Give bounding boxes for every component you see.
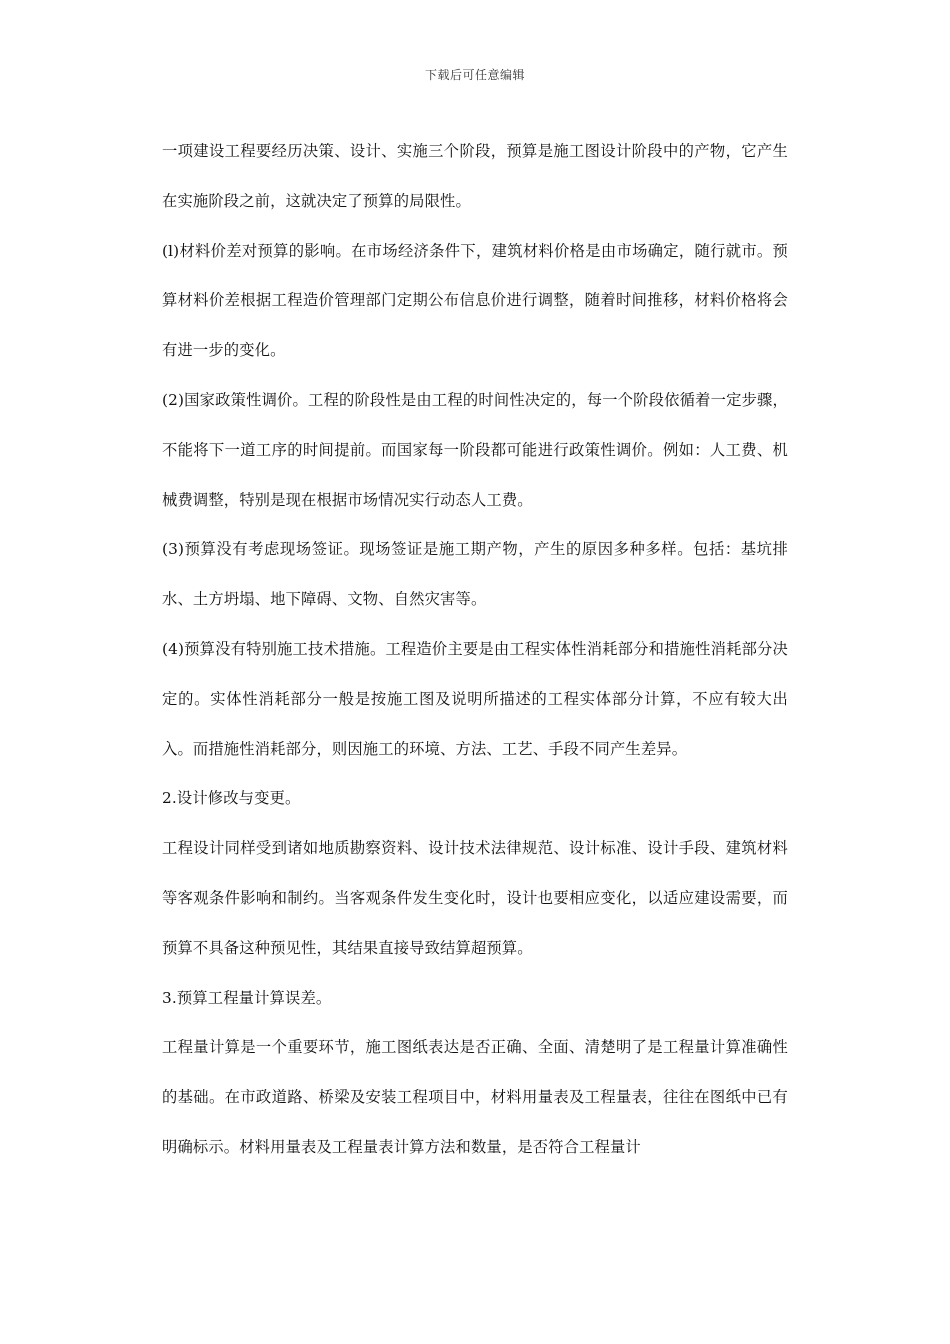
paragraph-material-price: (l)材料价差对预算的影响。在市场经济条件下，建筑材料价格是由市场确定，随行就市。预算材料价差根据工程造价管理部门定期公布信息价进行调整，随着时间推移，材料价格将会有进一步的变化。 bbox=[162, 241, 788, 360]
paragraph-policy-adjustment: (2)国家政策性调价。工程的阶段性是由工程的时间性决定的，每一个阶段依循着一定步骤，不能将下一道工序的时间提前。而国家每一阶段都可能进行政策性调价。例如：人工费、机械费调整，特别是现在根据市场情况实行动态人工费。 bbox=[162, 390, 788, 509]
section-heading-quantity-error: 3.预算工程量计算误差。 bbox=[162, 988, 332, 1007]
paragraph-technical-measures: (4)预算没有特别施工技术措施。工程造价主要是由工程实体性消耗部分和措施性消耗部分决定的。实体性消耗部分一般是按施工图及说明所描述的工程实体部分计算，不应有较大出入。而措施性消耗部分，则因施工的环境、方法、工艺、手段不同产生差异。 bbox=[162, 639, 788, 758]
page-header: 下载后可任意编辑 bbox=[424, 68, 525, 82]
paragraph-intro: 一项建设工程要经历决策、设计、实施三个阶段，预算是施工图设计阶段中的产物，它产生在实施阶段之前，这就决定了预算的局限性。 bbox=[162, 142, 788, 210]
paragraph-design-change: 工程设计同样受到诸如地质勘察资料、设计技术法律规范、设计标准、设计手段、建筑材料等客观条件影响和制约。当客观条件发生变化时，设计也要相应变化，以适应建设需要，而预算不具备这种预见性，其结果直接导致结算超预算。 bbox=[162, 839, 788, 957]
section-heading-design-change: 2.设计修改与变更。 bbox=[162, 789, 301, 808]
paragraph-site-visa: (3)预算没有考虑现场签证。现场签证是施工期产物，产生的原因多种多样。包括：基坑排水、土方坍塌、地下障碍、文物、自然灾害等。 bbox=[162, 540, 788, 609]
document-body bbox=[162, 127, 788, 1173]
paragraph-quantity-error: 工程量计算是一个重要环节，施工图纸表达是否正确、全面、清楚明了是工程量计算准确性的基础。在市政道路、桥梁及安装工程项目中，材料用量表及工程量表，往往在图纸中已有明确标示。材料用量表及工程量表计算方法和数量，是否符合工程量计 bbox=[162, 1038, 788, 1156]
